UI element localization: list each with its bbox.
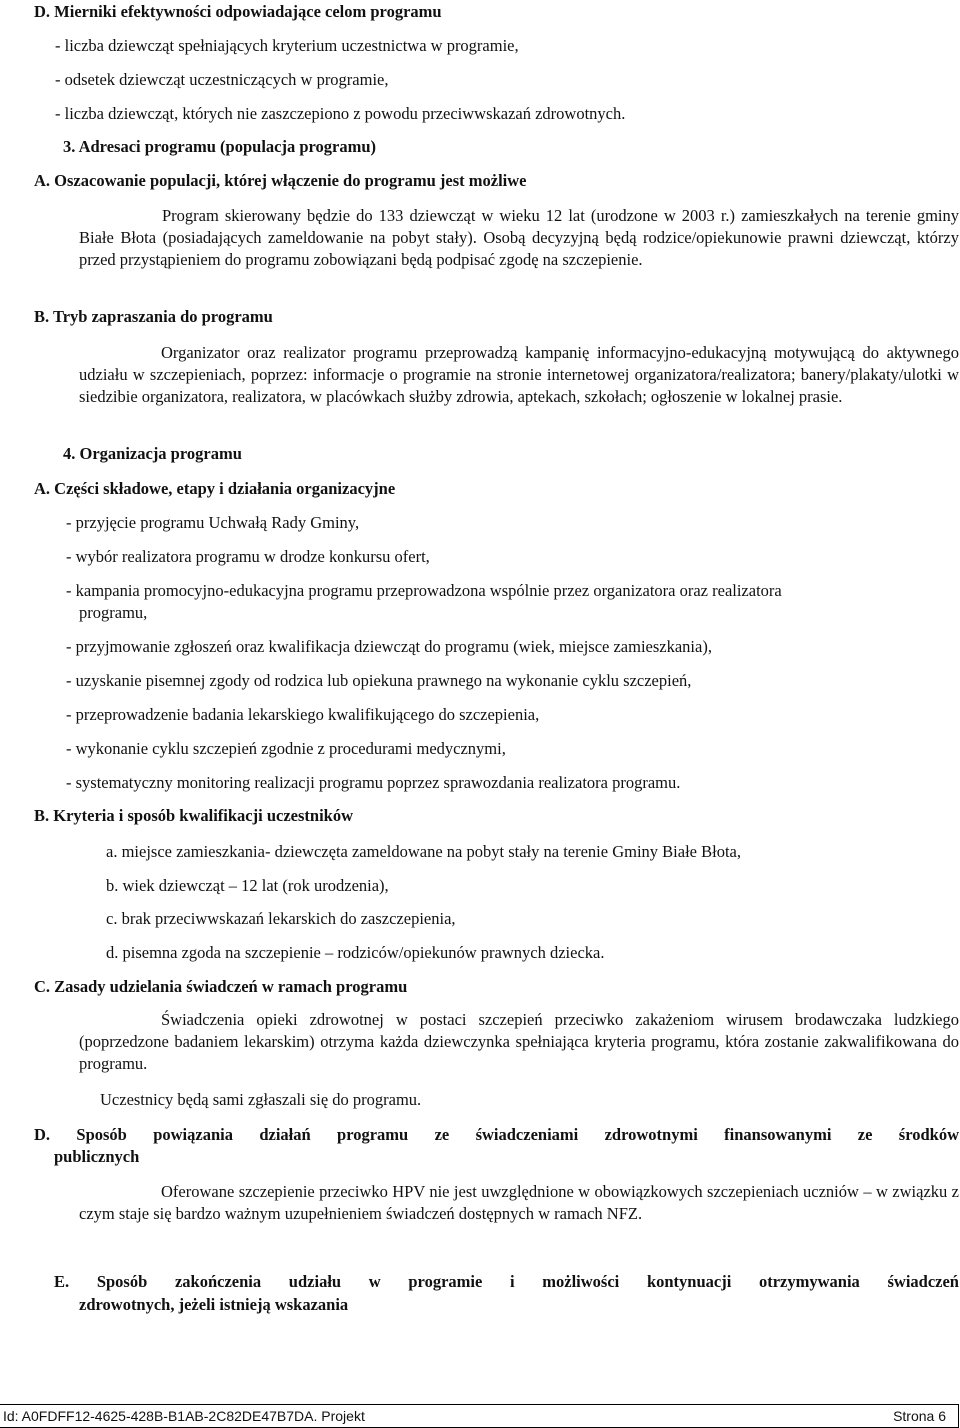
- list-item: - przyjmowanie zgłoszeń oraz kwalifikacja dziewcząt do programu (wiek, miejsce zamieszkania),: [66, 637, 712, 656]
- section-4-heading: 4. Organizacja programu: [63, 444, 242, 463]
- section-3b-paragraph: Organizator oraz realizator programu przeprowadzą kampanię informacyjno-edukacyjną motywującą do aktywnego udziału w szczepieniach, poprzez: informacje o programie na stronie internetowej organizatora/realizatora; banery/plakaty/ulotki w siedzibie organizatora, realizatora, w placówkach służby zdrowia, aptekach, szkołach; ogłoszenie w lokalnej prasie.: [79, 343, 959, 406]
- mierniki-item: - odsetek dziewcząt uczestniczących w programie,: [55, 70, 389, 89]
- criteria-item: c. brak przeciwwskazań lekarskich do zaszczepienia,: [106, 909, 456, 928]
- section-4b-heading: B. Kryteria i sposób kwalifikacji uczestników: [34, 806, 354, 825]
- list-item: - przyjęcie programu Uchwałą Rady Gminy,: [66, 513, 360, 532]
- section-4d-paragraph: Oferowane szczepienie przeciwko HPV nie jest uwzględnione w obowiązkowych szczepieniach uczniów – w związku z czym staje się bardzo ważnym uzupełnieniem świadczeń dostępnych w ramach NFZ.: [79, 1182, 959, 1223]
- section-4d-heading: D. Sposób powiązania działań programu ze świadczeniami zdrowotnymi finansowanymi ze środków: [34, 1125, 959, 1144]
- section-4e-heading: E. Sposób zakończenia udziału w programie i możliwości kontynuacji otrzymywania świadczeń: [54, 1272, 959, 1291]
- criteria-item: d. pisemna zgoda na szczepienie – rodziców/opiekunów prawnych dziecka.: [106, 943, 605, 962]
- section-3a-paragraph: Program skierowany będzie do 133 dziewcząt w wieku 12 lat (urodzone w 2003 r.) zamieszkałych na terenie gminy Białe Błota (posiadających zameldowanie na pobyt stały). Osobą decyzyjną będą rodzice/opiekunowie prawni dziewcząt, którzy przed przystąpieniem do programu zobowiązani będą podpisać zgodę na szczepienie.: [79, 206, 959, 269]
- section-d-heading: D. Mierniki efektywności odpowiadające celom programu: [34, 2, 442, 21]
- mierniki-item: - liczba dziewcząt, których nie zaszczepiono z powodu przeciwwskazań zdrowotnych.: [55, 104, 626, 123]
- section-4a-heading: A. Części składowe, etapy i działania organizacyjne: [34, 479, 396, 498]
- list-item: - systematyczny monitoring realizacji programu poprzez sprawozdania realizatora programu.: [66, 773, 681, 792]
- section-3b-heading: B. Tryb zapraszania do programu: [34, 307, 273, 326]
- document-id: Id: A0FDFF12-4625-428B-B1AB-2C82DE47B7DA. Projekt: [3, 1408, 365, 1424]
- list-item: - wybór realizatora programu w drodze konkursu ofert,: [66, 547, 430, 566]
- page-footer: [0, 1404, 959, 1428]
- list-item: - przeprowadzenie badania lekarskiego kwalifikującego do szczepienia,: [66, 705, 540, 724]
- section-3a-heading: A. Oszacowanie populacji, której włączenie do programu jest możliwe: [34, 171, 527, 190]
- section-4e-heading-cont: zdrowotnych, jeżeli istnieją wskazania: [79, 1295, 349, 1314]
- section-4d-heading-cont: publicznych: [54, 1147, 140, 1166]
- list-item: - wykonanie cyklu szczepień zgodnie z procedurami medycznymi,: [66, 739, 506, 758]
- section-3-heading: 3. Adresaci programu (populacja programu): [63, 137, 377, 156]
- list-item: - kampania promocyjno-edukacyjna programu przeprowadzona wspólnie przez organizatora oraz realizatora: [66, 581, 782, 600]
- mierniki-item: - liczba dziewcząt spełniających kryterium uczestnictwa w programie,: [55, 36, 519, 55]
- section-4c-paragraph: Świadczenia opieki zdrowotnej w postaci szczepień przeciwko zakażeniom wirusem brodawczaka ludzkiego (poprzedzone badaniem lekarskim) otrzyma każda dziewczynka spełniająca kryteria programu, która zostanie zakwalifikowana do programu.: [79, 1010, 959, 1073]
- list-item: - uzyskanie pisemnej zgody od rodzica lub opiekuna prawnego na wykonanie cyklu szczepień,: [66, 671, 692, 690]
- criteria-item: a. miejsce zamieszkania- dziewczęta zameldowane na pobyt stały na terenie Gminy Białe Błota,: [106, 842, 741, 861]
- list-item-continuation: programu,: [79, 603, 148, 622]
- section-4c-heading: C. Zasady udzielania świadczeń w ramach programu: [34, 977, 408, 996]
- page-number: Strona 6: [893, 1408, 946, 1424]
- section-4c-note: Uczestnicy będą sami zgłaszali się do programu.: [100, 1090, 422, 1109]
- criteria-item: b. wiek dziewcząt – 12 lat (rok urodzenia),: [106, 876, 389, 895]
